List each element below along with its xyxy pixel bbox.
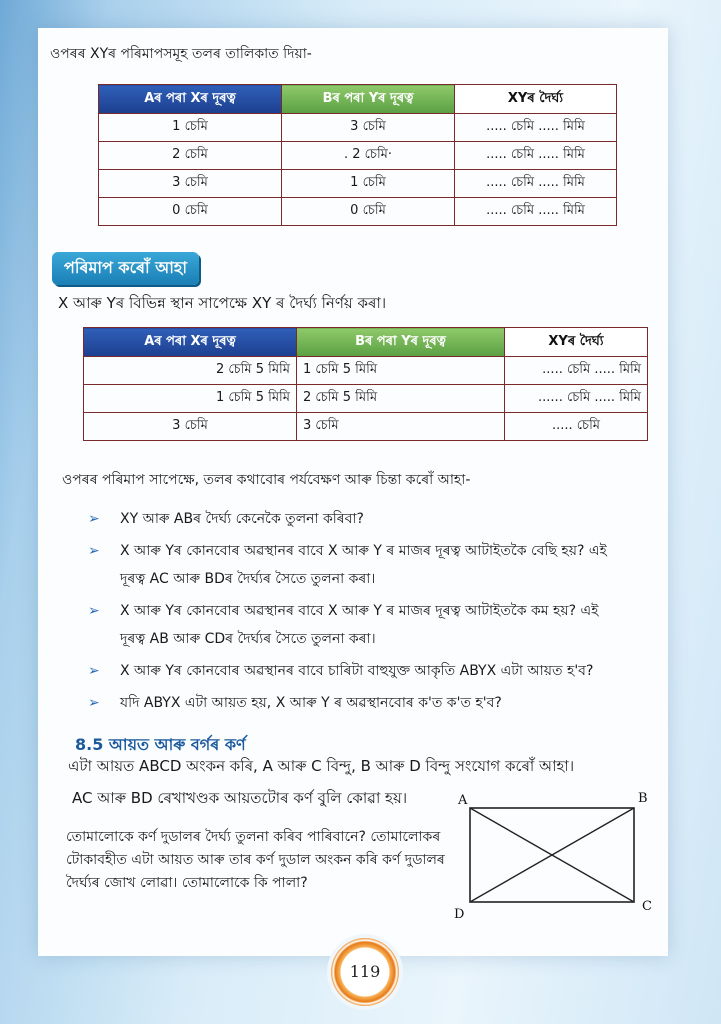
arrow-bullet-icon: ➢ (88, 543, 100, 559)
arrow-bullet-icon: ➢ (88, 695, 100, 711)
table-xy-positions (83, 327, 648, 441)
bullet-line: XY আৰু ABৰ দৈৰ্ঘ্য কেনেকৈ তুলনা কৰিবা? (120, 511, 364, 527)
list-item (88, 657, 648, 685)
table-row (84, 413, 648, 441)
table1-cell: 2 চেমি (99, 142, 282, 170)
page-number-badge (331, 938, 399, 1006)
table1-cell: 1 চেমি (282, 170, 455, 198)
table2-cell: ..... চেমি ..... মিমি (505, 357, 648, 385)
table-row (84, 357, 648, 385)
bullet-line: যদি ABYX এটা আয়ত হয়, X আৰু Y ৰ অৱস্থানবোৰ ক'ত ক'ত হ'ব? (120, 695, 502, 711)
table1-cell: ..... চেমি ..... মিমি (455, 142, 617, 170)
list-item (88, 689, 648, 717)
table1-cell: ..... চেমি ..... মিমি (455, 198, 617, 226)
table1-cell: 0 চেমি (99, 198, 282, 226)
table2-cell: ...... চেমি ..... মিমি (505, 385, 648, 413)
bullet-line: X আৰু Yৰ কোনবোৰ অৱস্থানৰ বাবে চাৰিটা বাহুযুক্ত আকৃতি ABYX এটা আয়ত হ'ব? (120, 663, 594, 679)
table2-header-xy: XYৰ দৈৰ্ঘ্য (505, 328, 648, 357)
table-row (99, 170, 617, 198)
bullet-line: X আৰু Yৰ কোনবোৰ অৱস্থানৰ বাবে X আৰু Y ৰ মাজৰ দূৰত্ব আটাইতকৈ বেছি হয়? এই (120, 543, 607, 559)
table1-cell: 0 চেমি (282, 198, 455, 226)
bullet-line: দূৰত্ব AC আৰু BDৰ দৈৰ্ঘ্যৰ সৈতে তুলনা কৰা। (120, 571, 376, 587)
table2-cell: 1 চেমি 5 মিমি (297, 357, 505, 385)
section-title: আয়ত আৰু বৰ্গৰ কৰ্ণ (108, 735, 246, 754)
table-row (99, 198, 617, 226)
rectangle-diagonals-figure (452, 790, 662, 920)
measure-instruction: X আৰু Yৰ বিভিন্ন স্থান সাপেক্ষে XY ৰ দৈৰ্ঘ্য নিৰ্ণয় কৰা। (58, 294, 387, 312)
table2-cell: 3 চেমি (297, 413, 505, 441)
intro-text: ওপৰৰ XYৰ পৰিমাপসমূহ তলৰ তালিকাত দিয়া- (50, 46, 312, 62)
table2-header-a: Aৰ পৰা Xৰ দূৰত্ব (84, 328, 297, 357)
table-row (99, 142, 617, 170)
section-number: 8.5 (75, 735, 104, 754)
table1-cell: ..... চেমি ..... মিমি (455, 114, 617, 142)
list-item (88, 537, 648, 593)
bullet-line: দূৰত্ব AB আৰু CDৰ দৈৰ্ঘ্যৰ সৈতে তুলনা কৰা। (120, 631, 376, 647)
list-item (88, 597, 648, 653)
section-heading (75, 732, 246, 759)
bullet-line: X আৰু Yৰ কোনবোৰ অৱস্থানৰ বাবে X আৰু Y ৰ মাজৰ দূৰত্ব আটাইতকৈ কম হয়? এই (120, 603, 599, 619)
table2-header-b: Bৰ পৰা Yৰ দূৰত্ব (297, 328, 505, 357)
list-item (88, 505, 648, 533)
table1-cell: 1 চেমি (99, 114, 282, 142)
table1-cell: . 2 চেমি· (282, 142, 455, 170)
section-line-1: এটা আয়ত ABCD অংকন কৰি, A আৰু C বিন্দু, B আৰু D বিন্দু সংযোগ কৰোঁ আহা। (68, 757, 575, 775)
arrow-bullet-icon: ➢ (88, 663, 100, 679)
vertex-label-b: B (638, 791, 648, 806)
arrow-bullet-icon: ➢ (88, 603, 100, 619)
table1-header-b: Bৰ পৰা Yৰ দূৰত্ব (282, 85, 455, 114)
table-row (99, 114, 617, 142)
table1-header-a: Aৰ পৰা Xৰ দূৰত্ব (99, 85, 282, 114)
vertex-label-a: A (458, 793, 468, 808)
observe-text: ওপৰৰ পৰিমাপ সাপেক্ষে, তলৰ কথাবোৰ পৰ্যবেক্ষণ আৰু চিন্তা কৰোঁ আহা- (62, 472, 471, 488)
table1-cell: 3 চেমি (282, 114, 455, 142)
table1-header-xy: XYৰ দৈৰ্ঘ্য (455, 85, 617, 114)
page-number: 119 (349, 962, 381, 981)
section-paragraph: তোমালোকে কৰ্ণ দুডালৰ দৈৰ্ঘ্য তুলনা কৰিব পাৰিবানে? তোমালোকৰ টোকাবহীত এটা আয়ত আৰু তাৰ কৰ্ণ দুডাল অংকন কৰি কৰ্ণ দুডালৰ দৈৰ্ঘ্যৰ জোখ লোৱা। তোমালোকে কি পালা? (66, 829, 445, 891)
vertex-label-c: C (642, 899, 652, 914)
table-row (84, 385, 648, 413)
arrow-bullet-icon: ➢ (88, 511, 100, 527)
table2-cell: 2 চেমি 5 মিমি (297, 385, 505, 413)
table2-cell: 1 চেমি 5 মিমি (84, 385, 297, 413)
table-ab-distances (98, 84, 617, 226)
table1-cell: ..... চেমি ..... মিমি (455, 170, 617, 198)
table2-cell: ..... চেমি (505, 413, 648, 441)
table1-cell: 3 চেমি (99, 170, 282, 198)
section-line-2: AC আৰু BD ৰেখাখণ্ডক আয়তটোৰ কৰ্ণ বুলি কোৱা হয়। (72, 789, 408, 807)
measure-badge: পৰিমাপ কৰোঁ আহা (52, 252, 199, 285)
table2-cell: 2 চেমি 5 মিমি (84, 357, 297, 385)
vertex-label-d: D (454, 907, 465, 920)
table2-cell: 3 চেমি (84, 413, 297, 441)
observation-list (88, 505, 648, 721)
